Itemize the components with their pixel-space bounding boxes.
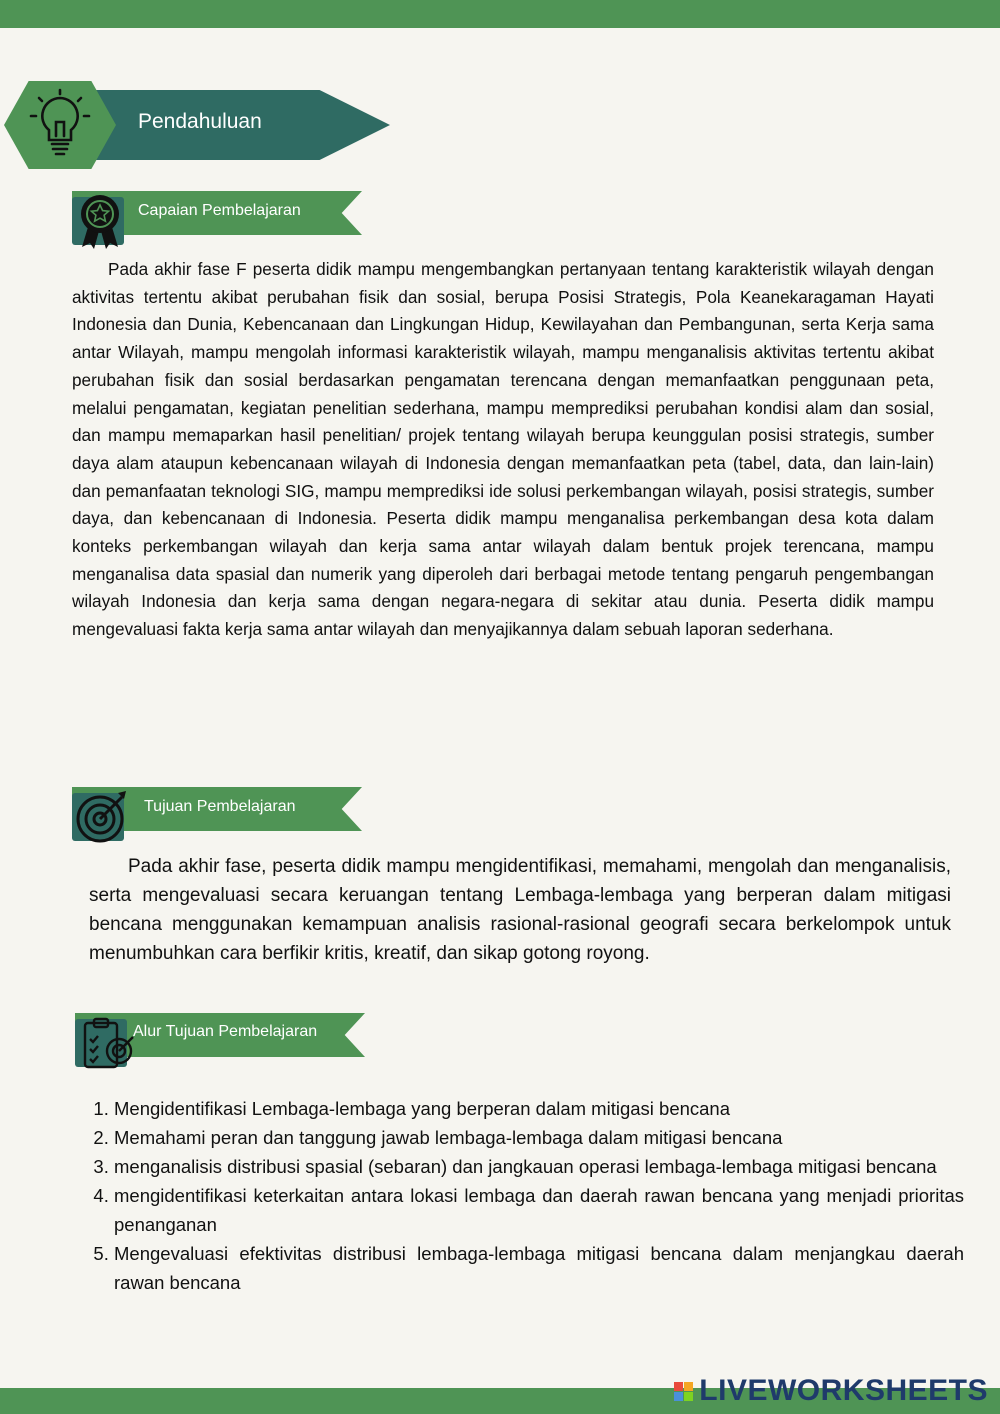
list-item: 3. menganalisis distribusi spasial (sebaran) dan jangkauan operasi lembaga-lembaga mitigasi bencana bbox=[114, 1152, 964, 1181]
top-bar bbox=[0, 0, 1000, 28]
logo-badge bbox=[674, 1382, 693, 1401]
lightbulb-icon bbox=[25, 88, 95, 162]
page-title: Pendahuluan bbox=[138, 110, 262, 133]
list-item: 4. mengidentifikasi keterkaitan antara lokasi lembaga dan daerah rawan bencana yang menjadi prioritas penanganan bbox=[114, 1181, 964, 1239]
list-item: 5. Mengevaluasi efektivitas distribusi lembaga-lembaga mitigasi bencana dalam menjangkau daerah rawan bencana bbox=[114, 1239, 964, 1297]
list-item: 2. Memahami peran dan tanggung jawab lembaga-lembaga dalam mitigasi bencana bbox=[114, 1123, 964, 1152]
medal-icon bbox=[74, 191, 126, 249]
alur-banner bbox=[75, 1013, 375, 1059]
target-icon bbox=[74, 787, 130, 845]
liveworksheets-logo[interactable] bbox=[674, 1374, 988, 1408]
alur-list bbox=[90, 1094, 964, 1297]
tujuan-paragraph: Pada akhir fase, peserta didik mampu mengidentifikasi, memahami, mengolah dan menganalisis, serta mengevaluasi secara keruangan tentang Lembaga-lembaga yang berperan dalam mitigasi bencana menggunakan kemampuan analisis rasional-rasional geografi secara berkelompok untuk menumbuhkan cara berfikir kritis, kreatif, dan sikap gotong royong. bbox=[89, 856, 951, 964]
logo-wordmark: LIVEWORKSHEETS bbox=[699, 1374, 988, 1407]
tujuan-banner bbox=[72, 787, 372, 833]
capaian-banner bbox=[72, 191, 372, 237]
alur-title: Alur Tujuan Pembelajaran bbox=[133, 1023, 318, 1040]
tujuan-title: Tujuan Pembelajaran bbox=[144, 798, 296, 815]
list-item: 1. Mengidentifikasi Lembaga-lembaga yang berperan dalam mitigasi bencana bbox=[114, 1094, 964, 1123]
capaian-title: Capaian Pembelajaran bbox=[138, 202, 301, 219]
capaian-paragraph: Pada akhir fase F peserta didik mampu mengembangkan pertanyaan tentang karakteristik wilayah dengan aktivitas tertentu akibat perubahan fisik dan sosial, berupa Posisi Strategis, Pola Keanekaragaman Hayati Indonesia dan Dunia, Kebencanaan dan Lingkungan Hidup, Kewilayahan dan Pembangunan, serta Kerja sama antar Wilayah, mampu mengolah informasi karakteristik wilayah, mampu menganalisis aktivitas tertentu akibat perubahan fisik dan sosial berdasarkan pengamatan terencana dengan memanfaatkan penggunaan peta, melalui pengamatan, kegiatan penelitian sederhana, mampu memprediksi perubahan kondisi alam dan sosial, dan mampu memaparkan hasil penelitian/ projek tentang wilayah berupa keunggulan posisi strategis, sumber daya alam ataupun kebencanaan wilayah di Indonesia dengan memanfaatkan peta (tabel, data, dan lain-lain) dan pemanfaatan teknologi SIG, mampu memprediksi ide solusi perkembangan wilayah, posisi strategis, sumber daya, dan kebencanaan di Indonesia. Peserta didik mampu menganalisa perkembangan desa kota dalam konteks perkembangan wilayah dan kerja sama antar wilayah dalam bentuk projek terencana, mampu menganalisa data spasial dan numerik yang diperoleh dari berbagai metode tentang pengaruh pengembangan wilayah Indonesia dan kerja sama dengan negara-negara di sekitar atau dunia. Peserta didik mampu mengevaluasi fakta kerja sama antar wilayah dan menyajikannya dalam sebuah laporan sederhana. bbox=[72, 259, 934, 640]
clipboard-target-icon bbox=[77, 1013, 137, 1073]
